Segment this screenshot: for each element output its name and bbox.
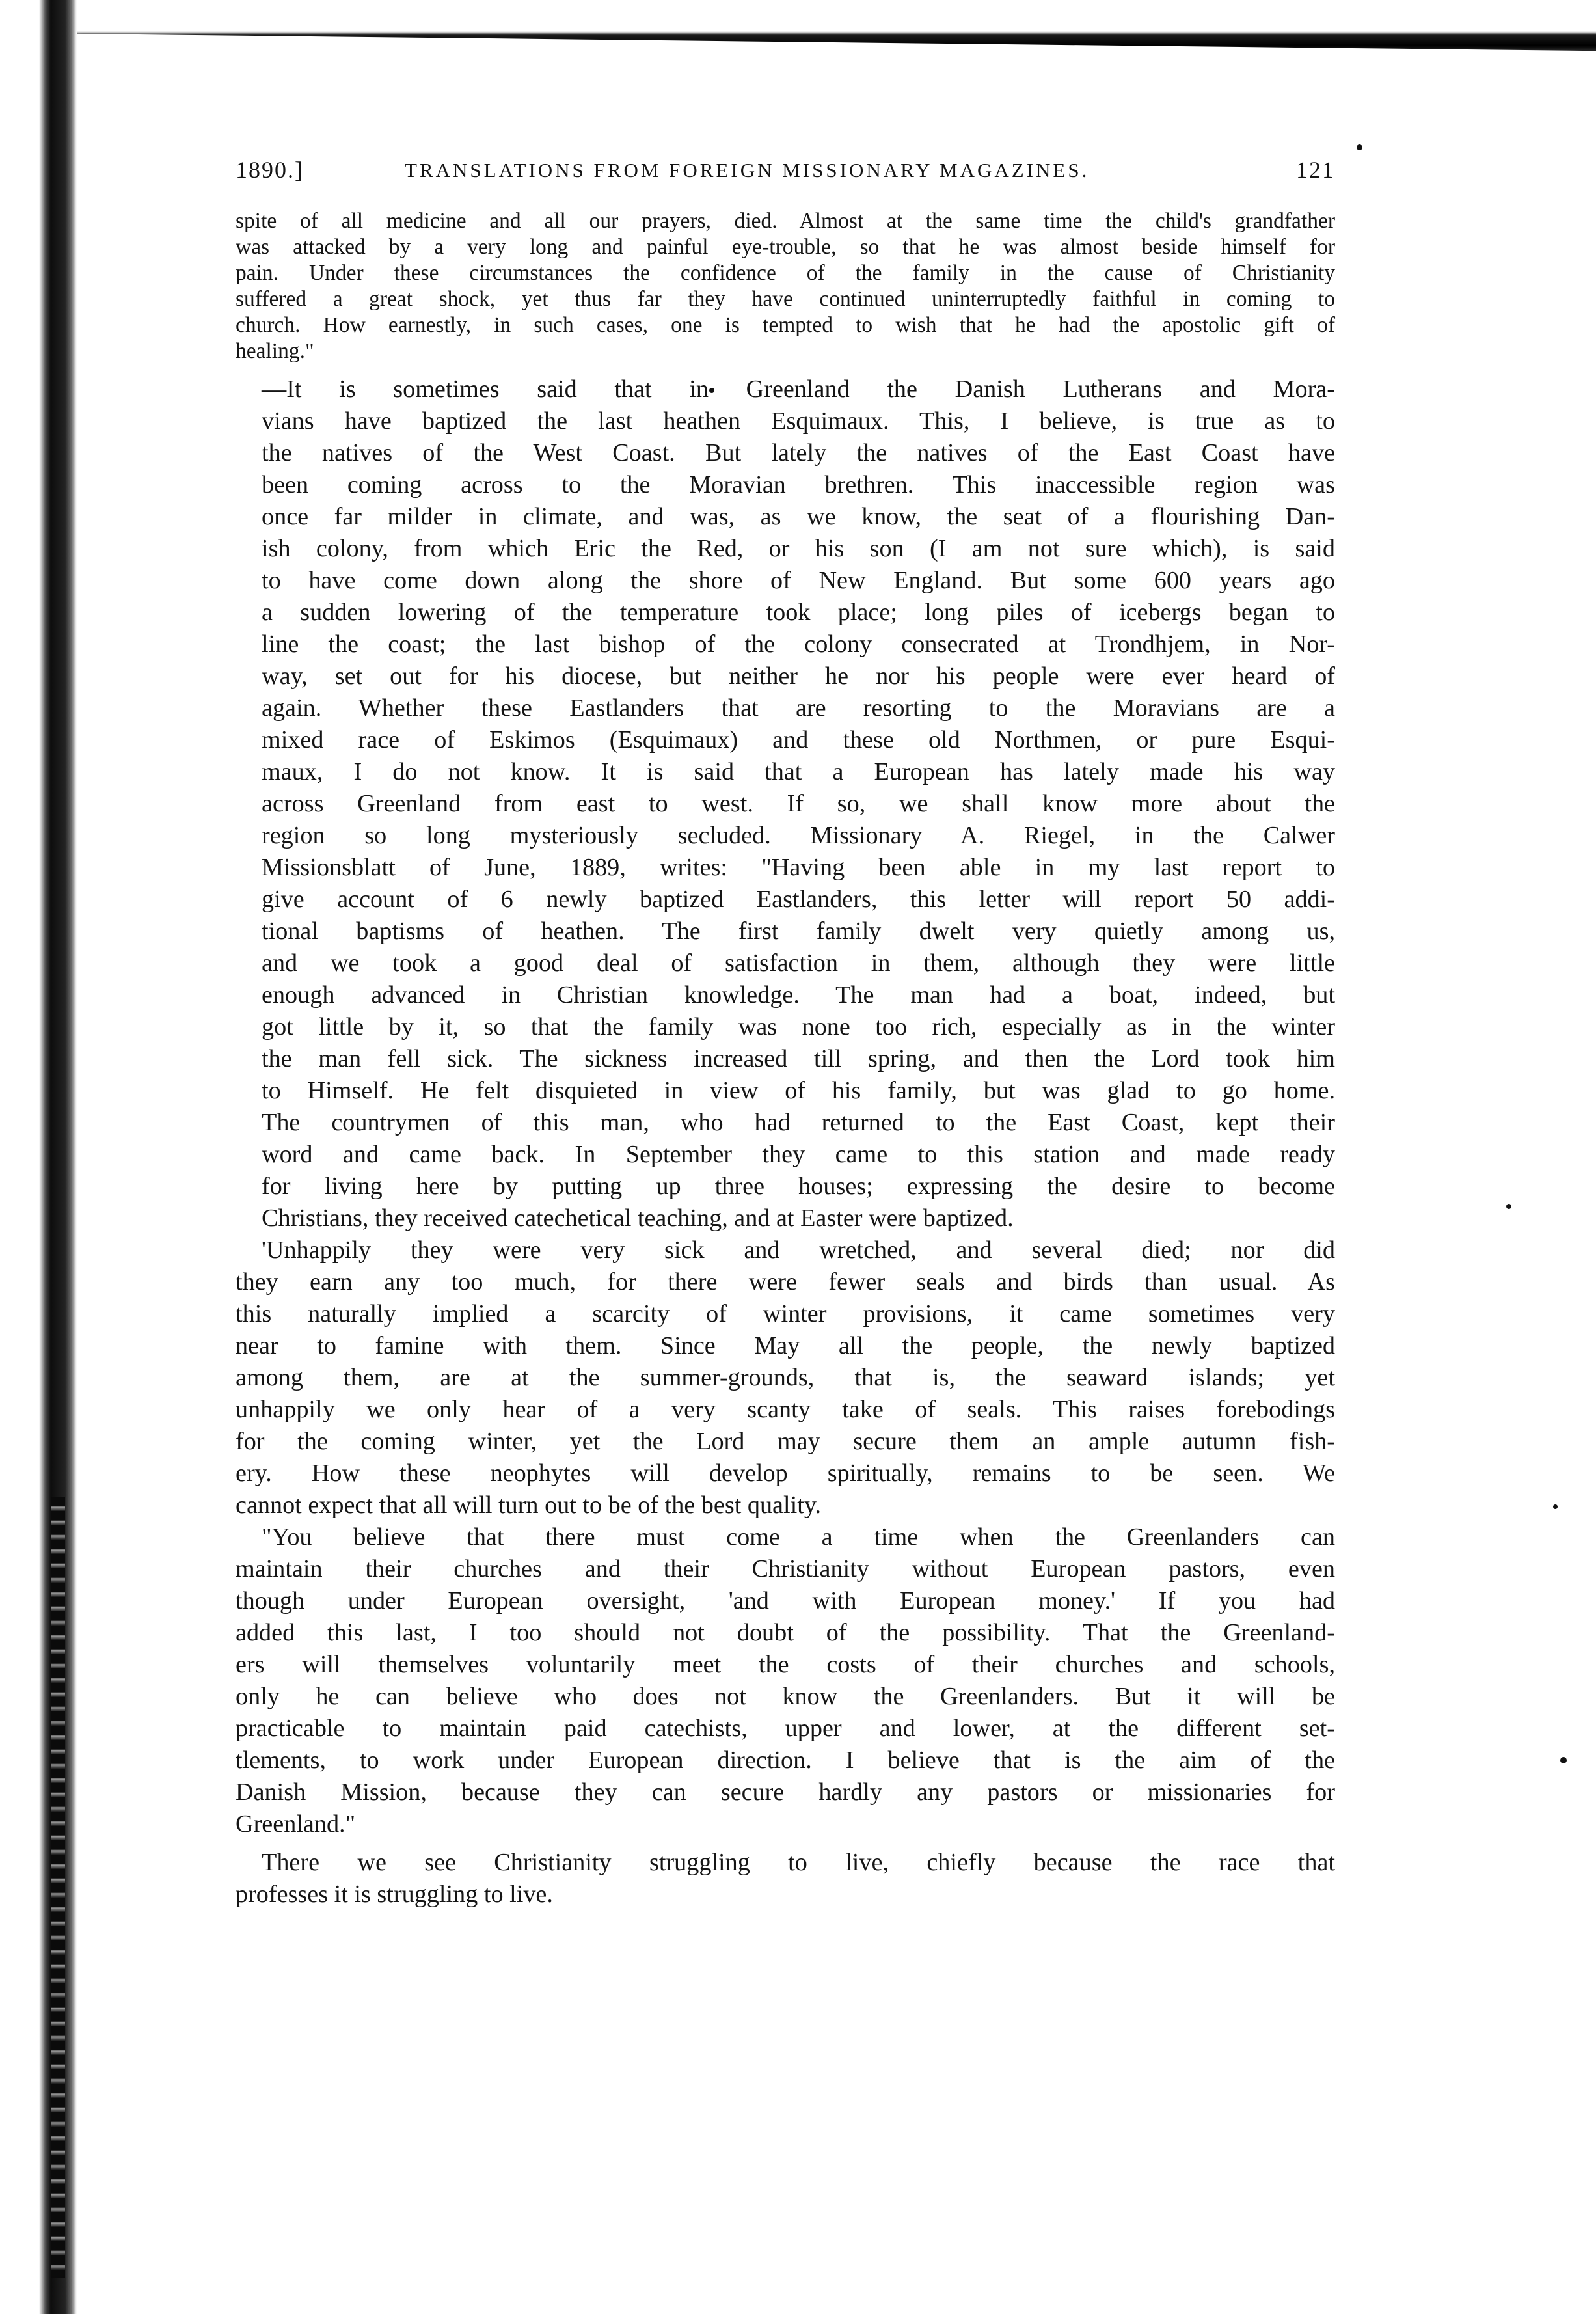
text-line: line the coast; the last bishop of the colony consecrated at Trondhjem, in Nor-	[262, 631, 1335, 658]
text-line: to have come down along the shore of New England. But some 600 years ago	[262, 567, 1335, 594]
text-line: maintain their churches and their Christianity without European pastors, even	[236, 1555, 1335, 1583]
text-line: unhappily we only hear of a very scanty take of seals. This raises forebodings	[236, 1396, 1335, 1423]
text-line: added this last, I too should not doubt of the possibility. That the Greenland-	[236, 1619, 1335, 1646]
text-line: among them, are at the summer-grounds, that is, the seaward islands; yet	[236, 1364, 1335, 1391]
text-line: professes it is struggling to live.	[236, 1881, 553, 1908]
text-line: There we see Christianity struggling to live, chiefly because the race that	[262, 1849, 1335, 1876]
text-line: tional baptisms of heathen. The first family dwelt very quietly among us,	[262, 918, 1335, 945]
text-line: been coming across to the Moravian brethren. This inaccessible region was	[262, 471, 1335, 498]
text-line: give account of 6 newly baptized Eastlanders, this letter will report 50 addi-	[262, 886, 1335, 913]
text-line: ish colony, from which Eric the Red, or his son (I am not sure which), is said	[262, 535, 1335, 562]
text-line: once far milder in climate, and was, as we know, the seat of a flourishing Dan-	[262, 503, 1335, 530]
text-line: Danish Mission, because they can secure hardly any pastors or missionaries for	[236, 1778, 1335, 1806]
text-line: healing."	[236, 339, 314, 363]
text-line: was attacked by a very long and painful eye-trouble, so that he was almost beside himself for	[236, 235, 1335, 259]
header-title: TRANSLATIONS FROM FOREIGN MISSIONARY MAGAZINES.	[405, 159, 1090, 182]
text-line: —It is sometimes said that in Greenland the Danish Lutherans and Mora-	[262, 375, 1335, 403]
text-line: pain. Under these circumstances the confidence of the family in the cause of Christianity	[236, 261, 1335, 285]
quote-continuation	[236, 208, 1335, 364]
page-content	[236, 156, 1335, 1911]
text-line: the man fell sick. The sickness increased till spring, and then the Lord took him	[262, 1045, 1335, 1072]
text-line: The countrymen of this man, who had returned to the East Coast, kept their	[262, 1109, 1335, 1136]
text-line: Greenland."	[236, 1810, 356, 1838]
paragraph-you-believe	[236, 1521, 1335, 1840]
text-line: Missionsblatt of June, 1889, writes: "Having been able in my last report to	[262, 854, 1335, 881]
text-line: this naturally implied a scarcity of winter provisions, it came sometimes very	[236, 1300, 1335, 1327]
text-line: church. How earnestly, in such cases, one is tempted to wish that he had the apostolic gift of	[236, 313, 1335, 337]
scan-top-edge	[0, 0, 1596, 60]
header-year: 1890.]	[236, 157, 304, 183]
text-line: mixed race of Eskimos (Esquimaux) and these old Northmen, or pure Esqui-	[262, 726, 1335, 754]
text-line: to Himself. He felt disquieted in view of his family, but was glad to go home.	[262, 1077, 1335, 1104]
text-line: cannot expect that all will turn out to be of the best quality.	[236, 1491, 821, 1519]
text-line: spite of all medicine and all our prayers, died. Almost at the same time the child's grandfather	[236, 209, 1335, 233]
text-line: ers will themselves voluntarily meet the costs of their churches and schools,	[236, 1651, 1335, 1678]
text-line: the natives of the West Coast. But lately the natives of the East Coast have	[262, 439, 1335, 467]
scan-speck	[1506, 1204, 1511, 1209]
text-line: tlements, to work under European direction. I believe that is the aim of the	[236, 1747, 1335, 1774]
text-line: practicable to maintain paid catechists, upper and lower, at the different set-	[236, 1715, 1335, 1742]
text-line: ery. How these neophytes will develop spiritually, remains to be seen. We	[236, 1460, 1335, 1487]
text-line: Christians, they received catechetical teaching, and at Easter were baptized.	[262, 1205, 1014, 1232]
text-line: vians have baptized the last heathen Esquimaux. This, I believe, is true as to	[262, 407, 1335, 435]
text-line: 'Unhappily they were very sick and wretched, and several died; nor did	[262, 1236, 1335, 1264]
scan-speck	[1357, 144, 1362, 150]
text-line: near to famine with them. Since May all the people, the newly baptized	[236, 1332, 1335, 1359]
text-line: a sudden lowering of the temperature took place; long piles of icebergs began to	[262, 599, 1335, 626]
text-line: suffered a great shock, yet thus far they have continued uninterruptedly faithful in coming to	[236, 287, 1335, 311]
text-line: and we took a good deal of satisfaction in them, although they were little	[262, 949, 1335, 977]
running-head	[236, 156, 1335, 208]
paragraph-greenland	[236, 374, 1335, 1234]
text-line: though under European oversight, 'and with European money.' If you had	[236, 1587, 1335, 1614]
text-line: they earn any too much, for there were fewer seals and birds than usual. As	[236, 1268, 1335, 1296]
text-line: for the coming winter, yet the Lord may secure them an ample autumn fish-	[236, 1428, 1335, 1455]
text-line: across Greenland from east to west. If so, we shall know more about the	[262, 790, 1335, 817]
text-line: region so long mysteriously secluded. Missionary A. Riegel, in the Calwer	[262, 822, 1335, 849]
text-line: again. Whether these Eastlanders that are resorting to the Moravians are a	[262, 694, 1335, 722]
text-line: "You believe that there must come a time when the Greenlanders can	[262, 1523, 1335, 1551]
page-number: 121	[1296, 157, 1335, 183]
text-line: got little by it, so that the family was none too rich, especially as in the winter	[262, 1013, 1335, 1041]
scan-binding-texture	[51, 1497, 65, 2278]
scan-speck	[1560, 1757, 1567, 1763]
scan-binding-edge	[0, 0, 77, 2314]
text-line: way, set out for his diocese, but neither he nor his people were ever heard of	[262, 662, 1335, 690]
text-line: word and came back. In September they came to this station and made ready	[262, 1141, 1335, 1168]
paragraph-unhappily	[236, 1234, 1335, 1521]
text-line: enough advanced in Christian knowledge. The man had a boat, indeed, but	[262, 981, 1335, 1009]
scan-speck	[1553, 1504, 1558, 1509]
text-line: for living here by putting up three houses; expressing the desire to become	[262, 1173, 1335, 1200]
text-line: maux, I do not know. It is said that a European has lately made his way	[262, 758, 1335, 785]
text-line: only he can believe who does not know the Greenlanders. But it will be	[236, 1683, 1335, 1710]
paragraph-conclusion	[236, 1847, 1335, 1911]
